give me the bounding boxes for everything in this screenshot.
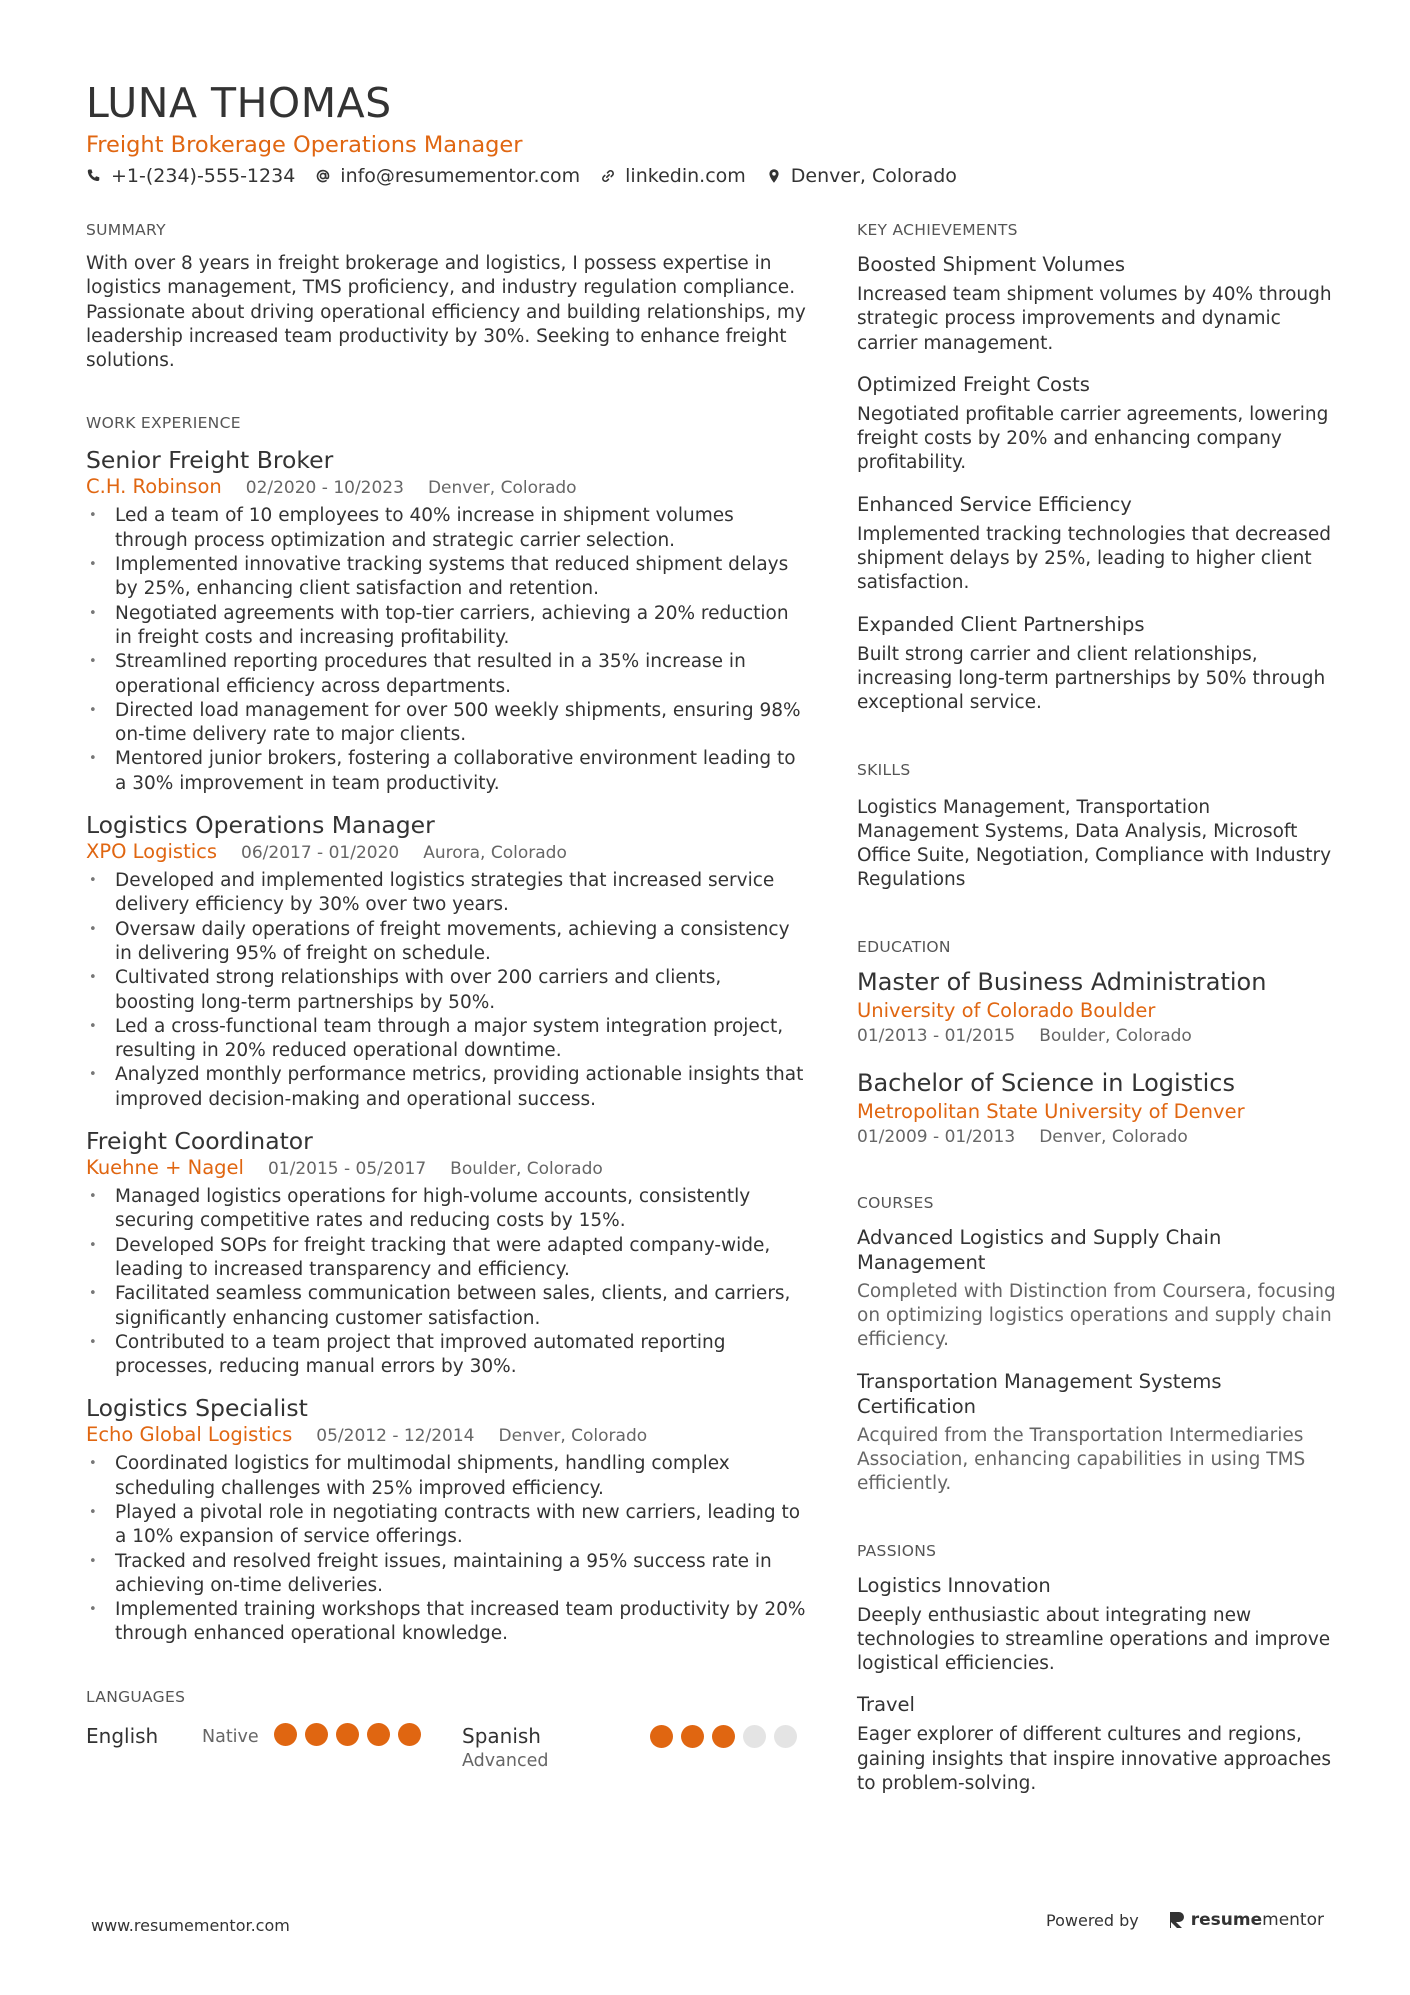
passions-section (857, 1541, 1337, 1797)
job-title: Logistics Operations Manager (86, 811, 435, 840)
education-dates: 01/2013 - 01/2015 (857, 1025, 1016, 1046)
passion-title: Travel (857, 1693, 915, 1717)
summary-text: With over 8 years in freight brokerage and logistics, I possess expertise in logistics management, TMS proficiency, and industry regulation compliance. Passionate about driving operational efficiency and building relationships, my leadership increased team productivity by 30%. Seeking to enhance freight solutions. (86, 253, 806, 372)
job-bullets (86, 1185, 806, 1379)
job-bullet: • Implemented training workshops that increased team productivity by 20% through enhanced operational knowledge. (86, 1598, 806, 1647)
achievement-item (857, 372, 1337, 476)
rating-dot-empty (774, 1725, 797, 1748)
job-dates: 01/2015 - 05/2017 (267, 1159, 427, 1180)
rating-dot-filled (712, 1725, 735, 1748)
languages-section (86, 1687, 806, 1773)
education-item (857, 967, 1337, 1048)
course-item (857, 1225, 1337, 1353)
achievement-item (857, 492, 1337, 596)
job-bullet: • Analyzed monthly performance metrics, providing actionable insights that improved decision-making and operational success. (86, 1063, 806, 1112)
education-degree: Master of Business Administration (857, 967, 1267, 996)
footer-website[interactable]: www.resumementor.com (91, 1916, 290, 1935)
job-entry (86, 1126, 806, 1379)
achievement-item (857, 252, 1337, 356)
job-bullet: • Played a pivotal role in negotiating contracts with new carriers, leading to a 10% expansion of service offerings. (86, 1501, 806, 1550)
course-title: Transportation Management Systems Certification (857, 1369, 1222, 1418)
language-name: English (86, 1723, 159, 1748)
email-text: info@resumementor.com (340, 165, 581, 187)
job-company: Echo Global Logistics (86, 1423, 293, 1447)
job-bullet: • Developed and implemented logistics strategies that increased service delivery efficiency by 30% over two years. (86, 869, 806, 918)
achievements-heading: KEY ACHIEVEMENTS (857, 221, 1018, 239)
courses-heading: COURSES (857, 1193, 934, 1212)
job-bullet: • Contributed to a team project that improved automated reporting processes, reducing manual errors by 30%. (86, 1331, 806, 1380)
job-bullet: • Facilitated seamless communication between sales, clients, and carriers, significantly enhancing customer satisfaction. (86, 1282, 806, 1331)
languages-row (86, 1723, 806, 1773)
achievement-text: Negotiated profitable carrier agreements, lowering freight costs by 20% and enhancing company profitability. (857, 403, 1329, 474)
language-rating (650, 1725, 805, 1748)
job-location: Denver, Colorado (427, 478, 577, 499)
language-item (462, 1723, 805, 1773)
passion-text: Deeply enthusiastic about integrating new technologies to streamline operations and improve logistical efficiencies. (857, 1604, 1331, 1675)
brand-logo[interactable] (1169, 1910, 1324, 1930)
rating-dot-filled (274, 1723, 297, 1746)
achievement-text: Built strong carrier and client relationships, increasing long-term partnerships by 50% through exceptional service. (857, 643, 1326, 714)
education-meta (857, 1125, 1337, 1149)
left-column (86, 220, 806, 1773)
achievement-title: Boosted Shipment Volumes (857, 253, 1126, 276)
language-item (86, 1723, 462, 1749)
achievement-title: Expanded Client Partnerships (857, 612, 1145, 636)
job-company: Kuehne + Nagel (86, 1156, 244, 1180)
education-dates: 01/2009 - 01/2013 (857, 1126, 1016, 1147)
achievement-text: Implemented tracking technologies that decreased shipment delays by 25%, leading to higher client satisfaction. (857, 523, 1331, 594)
job-bullets (86, 504, 806, 796)
achievement-text: Increased team shipment volumes by 40% through strategic process improvements and dynamic carrier management. (857, 284, 1332, 354)
job-dates: 02/2020 - 10/2023 (245, 478, 404, 499)
course-item (857, 1369, 1337, 1497)
passion-text: Eager explorer of different cultures and regions, gaining insights that inspire innovative approaches to problem-solving. (857, 1724, 1332, 1795)
contact-row (86, 162, 1336, 190)
phone-text: +1-(234)-555-1234 (111, 165, 296, 187)
job-bullet: • Implemented innovative tracking systems that reduced shipment delays by 25%, enhancing client satisfaction and retention. (86, 553, 806, 602)
job-company: C.H. Robinson (86, 475, 222, 499)
candidate-name: LUNA THOMAS (86, 79, 392, 127)
languages-heading: LANGUAGES (86, 1687, 186, 1706)
passion-item (857, 1573, 1337, 1677)
brand-bold-text: resume (1190, 1910, 1263, 1930)
education-heading: EDUCATION (857, 937, 951, 956)
job-bullets (86, 1452, 806, 1646)
resumementor-logo-icon (1169, 1911, 1185, 1929)
education-item (857, 1068, 1337, 1149)
job-title: Senior Freight Broker (86, 446, 334, 475)
course-title: Advanced Logistics and Supply Chain Management (857, 1225, 1222, 1274)
job-meta (86, 475, 806, 500)
job-bullet: • Led a cross-functional team through a major system integration project, resulting in 20% reduced operational downtime. (86, 1015, 806, 1064)
job-meta (86, 840, 806, 865)
rating-dot-empty (743, 1725, 766, 1748)
education-location: Boulder, Colorado (1039, 1025, 1192, 1046)
powered-by-label: Powered by (1046, 1910, 1139, 1930)
link-icon (600, 168, 616, 184)
job-bullet: • Cultivated strong relationships with over 200 carriers and clients, boosting long-term partnerships by 50%. (86, 966, 806, 1015)
passion-item (857, 1692, 1337, 1796)
job-title: Freight Coordinator (86, 1127, 313, 1156)
contact-email (315, 162, 580, 190)
rating-dot-filled (681, 1725, 704, 1748)
job-bullet: • Led a team of 10 employees to 40% increase in shipment volumes through process optimization and strategic carrier selection. (86, 504, 806, 553)
education-school: University of Colorado Boulder (857, 998, 1156, 1022)
course-text: Completed with Distinction from Coursera, focusing on optimizing logistics operations and supply chain efficiency. (857, 1280, 1336, 1351)
skills-section (857, 760, 1337, 893)
achievements-section (857, 220, 1337, 716)
at-icon (315, 168, 331, 184)
job-location: Denver, Colorado (498, 1426, 648, 1447)
location-text: Denver, Colorado (790, 165, 957, 187)
summary-heading: SUMMARY (86, 221, 166, 239)
rating-dot-filled (336, 1723, 359, 1746)
rating-dot-filled (305, 1723, 328, 1746)
job-company: XPO Logistics (86, 840, 218, 864)
phone-icon (86, 168, 102, 184)
job-meta (86, 1156, 806, 1181)
rating-dot-filled (398, 1723, 421, 1746)
job-bullet: • Negotiated agreements with top-tier carriers, achieving a 20% reduction in freight costs and increasing profitability. (86, 602, 806, 651)
resume-header (86, 78, 1336, 190)
language-level: Advanced (462, 1750, 549, 1771)
rating-dot-filled (367, 1723, 390, 1746)
language-text (462, 1723, 650, 1773)
linkedin-text: linkedin.com (625, 165, 746, 187)
job-dates: 05/2012 - 12/2014 (316, 1426, 475, 1447)
job-bullet: • Oversaw daily operations of freight movements, achieving a consistency in delivering 95% of freight on schedule. (86, 918, 806, 967)
job-bullet: • Tracked and resolved freight issues, maintaining a 95% success rate in achieving on-time deliveries. (86, 1550, 806, 1599)
language-level: Native (202, 1726, 259, 1747)
job-bullet: • Coordinated logistics for multimodal shipments, handling complex scheduling challenges with 25% improved efficiency. (86, 1452, 806, 1501)
passion-title: Logistics Innovation (857, 1573, 1051, 1597)
job-bullets (86, 869, 806, 1112)
job-meta (86, 1423, 806, 1448)
job-location: Aurora, Colorado (423, 843, 567, 864)
passions-heading: PASSIONS (857, 1541, 937, 1560)
job-bullet: • Directed load management for over 500 weekly shipments, ensuring 98% on-time delivery rate to major clients. (86, 699, 806, 748)
courses-section (857, 1193, 1337, 1497)
skills-text: Logistics Management, Transportation Management Systems, Data Analysis, Microsoft Office Suite, Negotiation, Compliance with Industry Regulations (857, 796, 1332, 891)
achievement-item (857, 612, 1337, 716)
summary-section (86, 220, 806, 373)
brand-rest-text: mentor (1262, 1910, 1324, 1930)
achievement-title: Optimized Freight Costs (857, 372, 1090, 396)
job-entry (86, 810, 806, 1112)
job-dates: 06/2017 - 01/2020 (241, 843, 400, 864)
candidate-role: Freight Brokerage Operations Manager (86, 132, 523, 158)
course-text: Acquired from the Transportation Intermediaries Association, enhancing capabilities in using TMS efficiently. (857, 1424, 1306, 1495)
experience-heading: WORK EXPERIENCE (86, 414, 241, 433)
language-name: Spanish (462, 1723, 541, 1748)
job-bullet: • Managed logistics operations for high-volume accounts, consistently securing competitive rates and reducing costs by 15%. (86, 1185, 806, 1234)
job-bullet: • Streamlined reporting procedures that resulted in a 35% increase in operational efficiency across departments. (86, 650, 806, 699)
rating-dot-filled (650, 1725, 673, 1748)
location-pin-icon (766, 168, 782, 184)
right-column (857, 220, 1337, 1796)
contact-linkedin (600, 162, 746, 190)
experience-section (86, 413, 806, 1646)
job-entry (86, 1393, 806, 1646)
job-bullet: • Mentored junior brokers, fostering a collaborative environment leading to a 30% improvement in team productivity. (86, 747, 806, 796)
skills-heading: SKILLS (857, 760, 911, 779)
job-bullet: • Developed SOPs for freight tracking that were adapted company-wide, leading to increased transparency and efficiency. (86, 1234, 806, 1283)
job-entry (86, 445, 806, 796)
language-rating (274, 1723, 429, 1746)
job-location: Boulder, Colorado (450, 1159, 603, 1180)
achievement-title: Enhanced Service Efficiency (857, 492, 1132, 516)
education-section (857, 937, 1337, 1149)
job-title: Logistics Specialist (86, 1394, 308, 1423)
education-meta (857, 1024, 1337, 1048)
footer-branding (1046, 1910, 1324, 1930)
education-school: Metropolitan State University of Denver (857, 1099, 1245, 1123)
contact-location (766, 162, 957, 190)
education-degree: Bachelor of Science in Logistics (857, 1068, 1235, 1097)
contact-phone (86, 162, 295, 190)
education-location: Denver, Colorado (1039, 1126, 1188, 1147)
